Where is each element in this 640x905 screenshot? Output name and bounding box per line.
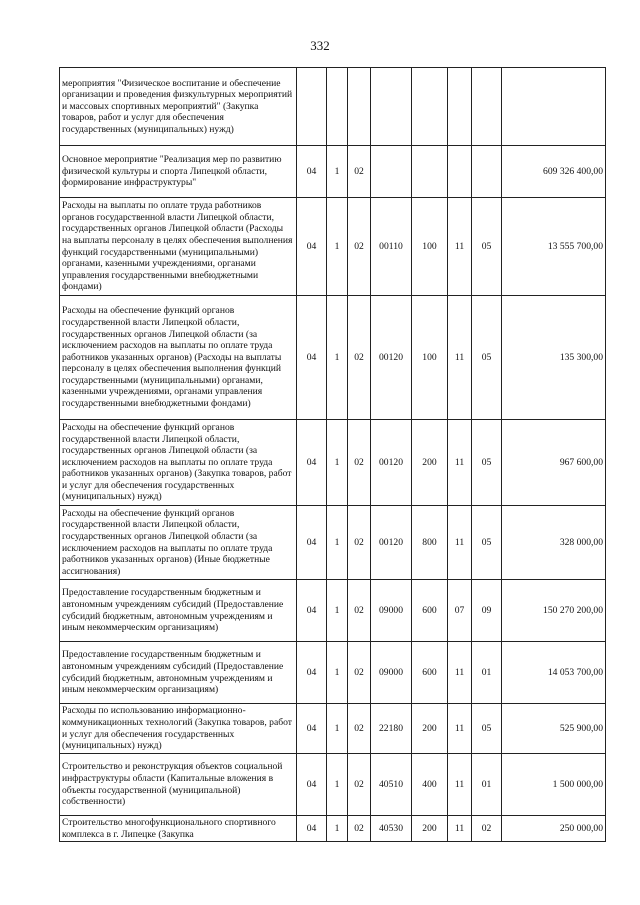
row-name: Расходы на обеспечение функций органов государственной власти Липецкой области, государственных органов Липецкой области (за исключением расходов на выплаты по оплате труда работников указанных органов) (Расходы на выплаты персоналу в целях обеспечения выполнения функций государственными (муниципальными) органами, казенными учреждениями, органами управления государственными внебюджетными фондами) [60,296,297,420]
amount-cell: 150 270 200,00 [502,580,606,642]
code-cell [371,146,412,198]
code-cell: 04 [297,420,327,506]
code-cell: 400 [412,754,448,816]
budget-table [59,67,606,842]
code-cell: 1 [327,198,348,296]
code-cell: 100 [412,296,448,420]
code-cell: 11 [448,506,472,580]
code-cell: 1 [327,754,348,816]
code-cell: 600 [412,642,448,704]
row-name: Основное мероприятие "Реализация мер по развитию физической культуры и спорта Липецкой области, формирование инфраструктуры" [60,146,297,198]
code-cell: 04 [297,146,327,198]
code-cell [348,68,371,146]
code-cell: 04 [297,296,327,420]
code-cell [327,68,348,146]
code-cell: 1 [327,146,348,198]
code-cell: 05 [472,198,502,296]
code-cell: 100 [412,198,448,296]
code-cell: 02 [348,704,371,754]
code-cell: 11 [448,704,472,754]
row-name: Предоставление государственным бюджетным и автономным учреждениям субсидий (Предоставление субсидий бюджетным, автономным учреждениям и иным некоммерческим организациям) [60,642,297,704]
code-cell: 800 [412,506,448,580]
code-cell [412,146,448,198]
code-cell: 07 [448,580,472,642]
row-name: Предоставление государственным бюджетным и автономным учреждениям субсидий (Предоставление субсидий бюджетным, автономным учреждениям и иным некоммерческим организациям) [60,580,297,642]
table-row [60,642,606,704]
code-cell: 00120 [371,506,412,580]
row-name: Расходы на выплаты по оплате труда работников органов государственной власти Липецкой области, государственных органов Липецкой области (Расходы на выплаты персоналу в целях обеспечения выполнения функций государственными (муниципальными) органами, казенными учреждениями, органами управления государственными внебюджетными фондами) [60,198,297,296]
code-cell: 04 [297,754,327,816]
table-row [60,146,606,198]
code-cell [297,68,327,146]
code-cell: 1 [327,704,348,754]
row-name: Расходы на обеспечение функций органов государственной власти Липецкой области, государственных органов Липецкой области (за исключением расходов на выплаты по оплате труда работников указанных органов) (Закупка товаров, работ и услуг для обеспечения государственных (муниципальных) нужд) [60,420,297,506]
code-cell [448,68,472,146]
code-cell: 11 [448,816,472,842]
code-cell: 200 [412,704,448,754]
code-cell: 02 [348,642,371,704]
code-cell: 02 [472,816,502,842]
code-cell: 09000 [371,642,412,704]
code-cell: 00120 [371,420,412,506]
code-cell: 40510 [371,754,412,816]
amount-cell: 525 900,00 [502,704,606,754]
amount-cell: 135 300,00 [502,296,606,420]
code-cell: 1 [327,296,348,420]
code-cell: 02 [348,816,371,842]
table-row [60,420,606,506]
table-row [60,68,606,146]
code-cell: 04 [297,816,327,842]
code-cell: 05 [472,296,502,420]
table-row [60,580,606,642]
amount-cell: 967 600,00 [502,420,606,506]
code-cell: 09 [472,580,502,642]
code-cell: 11 [448,754,472,816]
code-cell: 01 [472,754,502,816]
amount-cell: 14 053 700,00 [502,642,606,704]
code-cell: 05 [472,506,502,580]
table-row [60,816,606,842]
code-cell: 200 [412,420,448,506]
code-cell: 1 [327,816,348,842]
amount-cell: 328 000,00 [502,506,606,580]
code-cell: 02 [348,754,371,816]
code-cell: 11 [448,296,472,420]
amount-cell: 1 500 000,00 [502,754,606,816]
code-cell [371,68,412,146]
code-cell: 02 [348,420,371,506]
code-cell: 22180 [371,704,412,754]
page-number: 332 [310,38,330,53]
code-cell: 02 [348,146,371,198]
code-cell: 09000 [371,580,412,642]
table-row [60,506,606,580]
row-name: Строительство многофункционального спортивного комплекса в г. Липецке (Закупка [60,816,297,842]
code-cell: 00120 [371,296,412,420]
code-cell: 04 [297,198,327,296]
code-cell: 11 [448,420,472,506]
code-cell [472,68,502,146]
table-row [60,198,606,296]
row-name: Строительство и реконструкция объектов социальной инфраструктуры области (Капитальные вложения в объекты государственной (муниципальной) собственности) [60,754,297,816]
table-row [60,704,606,754]
amount-cell [502,68,606,146]
code-cell: 02 [348,198,371,296]
table-row [60,754,606,816]
row-name: Расходы по использованию информационно-коммуникационных технологий (Закупка товаров, работ и услуг для обеспечения государственных (муниципальных) нужд) [60,704,297,754]
code-cell: 1 [327,506,348,580]
code-cell: 02 [348,580,371,642]
code-cell: 04 [297,642,327,704]
code-cell: 05 [472,420,502,506]
code-cell [448,146,472,198]
code-cell: 11 [448,642,472,704]
code-cell: 40530 [371,816,412,842]
code-cell: 02 [348,296,371,420]
row-name: мероприятия "Физическое воспитание и обеспечение организации и проведения физкультурных мероприятий и массовых спортивных мероприятий" (Закупка товаров, работ и услуг для обеспечения государственных (муниципальных) нужд) [60,68,297,146]
code-cell: 04 [297,704,327,754]
code-cell [472,146,502,198]
code-cell: 02 [348,506,371,580]
amount-cell: 13 555 700,00 [502,198,606,296]
code-cell: 600 [412,580,448,642]
code-cell: 200 [412,816,448,842]
code-cell: 1 [327,420,348,506]
code-cell: 00110 [371,198,412,296]
table-row [60,296,606,420]
amount-cell: 250 000,00 [502,816,606,842]
code-cell: 1 [327,642,348,704]
code-cell: 04 [297,580,327,642]
code-cell: 11 [448,198,472,296]
code-cell [412,68,448,146]
code-cell: 01 [472,642,502,704]
code-cell: 04 [297,506,327,580]
amount-cell: 609 326 400,00 [502,146,606,198]
code-cell: 1 [327,580,348,642]
code-cell: 05 [472,704,502,754]
row-name: Расходы на обеспечение функций органов государственной власти Липецкой области, государственных органов Липецкой области (за исключением расходов на выплаты по оплате труда работников указанных органов) (Иные бюджетные ассигнования) [60,506,297,580]
